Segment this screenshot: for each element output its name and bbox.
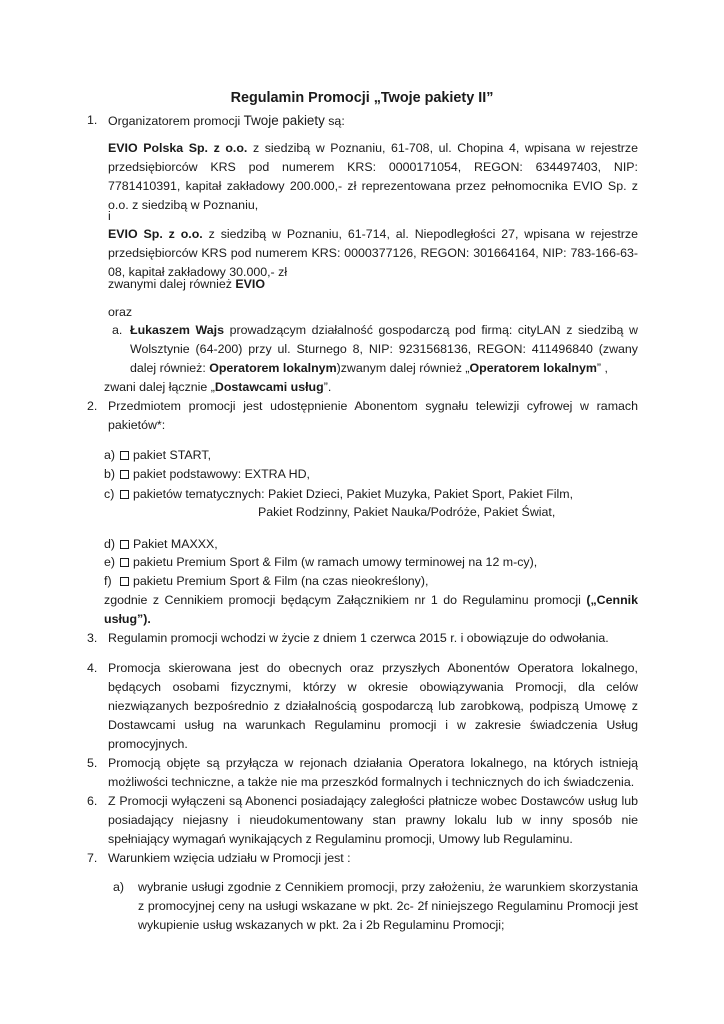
evio-paragraph: EVIO Sp. z o.o. z siedzibą w Poznaniu, 61-714, al. Niepodległości 27, wpisana w rejestrze przedsiębiorców KRS pod numerem KRS: 0000377126, REGON: 301664164, NIP: 783-166-63-08, kapitał zakładowy 30.000,- zł: [108, 227, 638, 279]
item-5-number: 5.: [87, 756, 98, 770]
package-c-label: c): [104, 487, 115, 501]
package-a: pakiet START,: [118, 446, 211, 465]
dostawcy-alias: zwani dalej łącznie „Dostawcami usług”.: [104, 380, 332, 394]
package-f-label: f): [104, 574, 112, 588]
package-a-label: a): [104, 448, 116, 462]
evio-alias: zwanymi dalej również EVIO: [108, 277, 266, 291]
package-d: Pakiet MAXXX,: [118, 535, 218, 554]
item-7-number: 7.: [87, 851, 98, 865]
item-1-text: Organizatorem promocji Twoje pakiety są:: [108, 113, 345, 128]
sub-a-label: a.: [112, 323, 123, 337]
item-1-number: 1.: [87, 113, 98, 127]
item-7a-label: a): [113, 880, 125, 894]
checkbox-icon: [120, 540, 129, 549]
item-3-number: 3.: [87, 631, 98, 645]
package-e-label: e): [104, 555, 116, 569]
package-b: pakiet podstawowy: EXTRA HD,: [118, 465, 310, 484]
checkbox-icon: [120, 470, 129, 479]
item-4-number: 4.: [87, 661, 98, 675]
checkbox-icon: [120, 451, 129, 460]
package-e: pakietu Premium Sport & Film (w ramach umowy terminowej na 12 m-cy),: [118, 553, 537, 572]
item-7-text: Warunkiem wzięcia udziału w Promocji jest :: [108, 851, 351, 865]
item-7a-text: wybranie usługi zgodnie z Cennikiem promocji, przy założeniu, że warunkiem skorzystania z promocyjnej ceny na usługi wskazane w pkt. 2c- 2f niniejszego Regulaminu Promocji jest wykupienie usług wskazanych w pkt. 2a i 2b Regulaminu Promocji;: [138, 880, 638, 932]
item-6-number: 6.: [87, 794, 98, 808]
package-c-continued: Pakiet Rodzinny, Pakiet Nauka/Podróże, Pakiet Świat,: [258, 505, 556, 519]
package-d-label: d): [104, 537, 116, 551]
page-title: Regulamin Promocji „Twoje pakiety II”: [230, 90, 494, 106]
item-3-text: Regulamin promocji wchodzi w życie z dniem 1 czerwca 2015 r. i obowiązuje do odwołania.: [108, 631, 609, 645]
checkbox-icon: [120, 490, 129, 499]
item-2-number: 2.: [87, 399, 98, 413]
evio-polska-paragraph: EVIO Polska Sp. z o.o. z siedzibą w Poznaniu, 61-708, ul. Chopina 4, wpisana w rejestrze przedsiębiorców KRS pod numerem KRS: 0000171054, REGON: 634497403, NIP: 7781410391, kapitał zakładowy 200.000,- zł reprezentowana przez pełnomocnika EVIO Sp. z o.o. z siedzibą w Poznaniu,: [108, 141, 638, 212]
package-b-label: b): [104, 467, 116, 481]
checkbox-icon: [120, 577, 129, 586]
item-2-text: Przedmiotem promocji jest udostępnienie Abonentom sygnału telewizji cyfrowej w ramach pakietów*:: [108, 399, 638, 432]
wajs-paragraph: Łukaszem Wajs prowadzącym działalność gospodarczą pod firmą: cityLAN z siedzibą w Wolsztynie (64-200) przy ul. Sturnego 8, NIP: 9231568136, REGON: 411496840 (zwany dalej również: Operatorem lokalnym)zwanym dalej również „Operatorem lokalnym” ,: [130, 323, 638, 375]
package-c: pakietów tematycznych: Pakiet Dzieci, Pakiet Muzyka, Pakiet Sport, Pakiet Film,: [118, 485, 573, 504]
evio-name: EVIO Sp. z o.o.: [108, 227, 203, 241]
checkbox-icon: [120, 558, 129, 567]
cennik-paragraph: zgodnie z Cennikiem promocji będącym Załącznikiem nr 1 do Regulaminu promocji („Cennik usług”).: [104, 593, 638, 626]
evio-polska-name: EVIO Polska Sp. z o.o.: [108, 141, 248, 155]
item-4-text: Promocja skierowana jest do obecnych oraz przyszłych Abonentów Operatora lokalnego, będących osobami fizycznymi, którzy w okresie obowiązywania Promocji, dla celów niezwiązanych bezpośrednio z działalnością gospodarczą lub zarobkową, podpiszą Umowę z Dostawcami usług na warunkach Regulaminu promocji i w zakresie świadczenia Usług promocyjnych.: [108, 661, 638, 751]
package-f: pakietu Premium Sport & Film (na czas nieokreślony),: [118, 572, 428, 591]
item-6-text: Z Promocji wyłączeni są Abonenci posiadający zaległości płatnicze wobec Dostawców usług lub posiadający niejasny i nieudokumentowany stan prawny lokalu lub w inny sposób nie spełniający wymagań wynikających z Regulaminu promocji, Umowy lub Regulaminu.: [108, 794, 638, 846]
conjunction-i: i: [108, 209, 111, 223]
item-5-text: Promocją objęte są przyłącza w rejonach działania Operatora lokalnego, na których istnieją możliwości techniczne, a także nie ma przeszkód formalnych i technicznych do ich świadczenia.: [108, 756, 638, 789]
oraz-text: oraz: [108, 305, 133, 319]
